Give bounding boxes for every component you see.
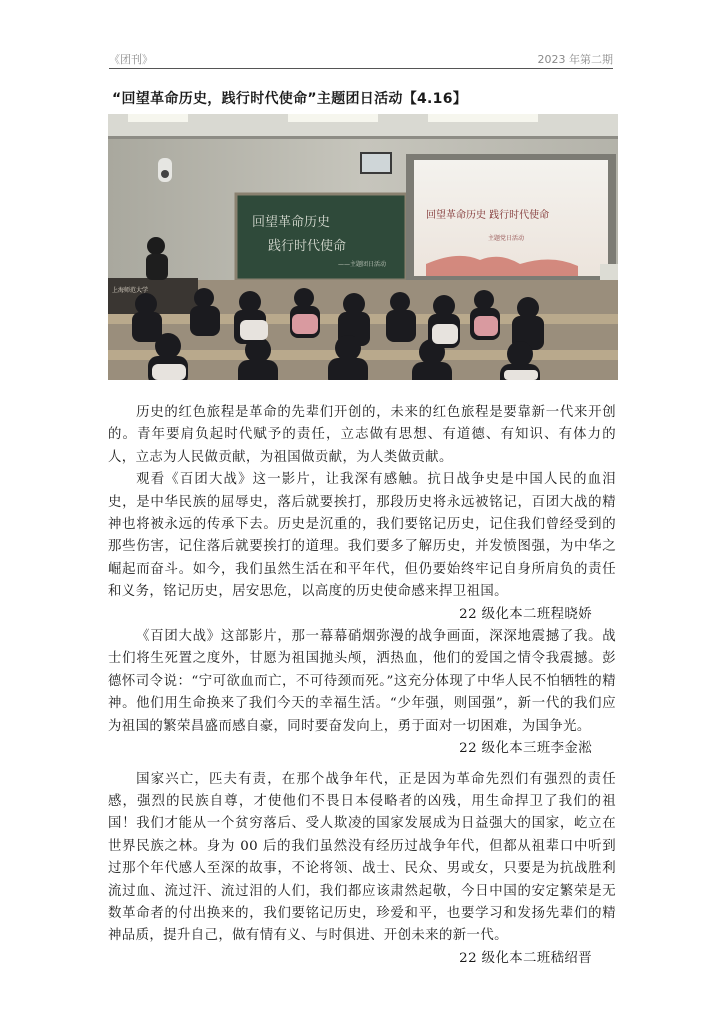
signature-1: 22 级化本二班程晓娇 — [459, 606, 592, 622]
page-header — [109, 48, 613, 69]
article-title: “回望革命历史，践行时代使命”主题团日活动【4.16】 — [112, 91, 468, 107]
journal-name: 《团刊》 — [109, 53, 153, 66]
paragraph-1: 历史的红色旅程是革命的先辈们开创的，未来的红色旅程是要靠新一代来开创的。青年要肩负起时代赋予的责任，立志做有思想、有道德、有知识、有体力的人，立志为人民做贡献，为祖国做贡献，为人类做贡献。 — [108, 405, 616, 465]
paragraph-3: 《百团大战》这部影片，那一幕幕硝烟弥漫的战争画面，深深地震撼了我。战士们将生死置之度外，甘愿为祖国抛头颅，洒热血，他们的爱国之情令我震撼。彭德怀司令说：“宁可欲血而亡，不可待颈而死。”这充分体现了中华人民不怕牺牲的精神。他们用生命换来了我们今天的幸福生活。“少年强，则国强”，新一代的我们应为祖国的繁荣昌盛而感自豪，同时要奋发向上，勇于面对一切困难，为国争光。 — [108, 629, 616, 734]
signature-2: 22 级化本三班李金淞 — [459, 741, 592, 757]
article-body — [108, 402, 616, 970]
event-photo — [108, 114, 618, 380]
board-line-2: 践行时代使命 — [268, 239, 347, 254]
signature-3: 22 级化本二班嵇绍晋 — [459, 950, 592, 966]
board-small: ——主题团日活动 — [338, 261, 387, 268]
issue-label: 2023 年第二期 — [537, 53, 613, 66]
board-line-1: 回望革命历史 — [252, 215, 331, 230]
screen-title: 回望革命历史 践行时代使命 — [426, 210, 550, 221]
paragraph-4: 国家兴亡，匹夫有责，在那个战争年代，正是因为革命先烈们有强烈的责任感，强烈的民族自尊，才使他们不畏日本侵略者的凶残，用生命捍卫了我们的祖国！我们才能从一个贫穷落后、受人欺凌的国家发展成为日益强大的国家，屹立在世界民族之林。身为 00 后的我们虽然没有经历过战争年代，但都从祖辈口中听到过那个年代感人至深的故事，不论将领、战士、民众、男或女，只要是为抗战胜利流过血、流过汗、流过泪的人们，我们都应该肃然起敬，今日中国的安定繁荣是无数革命者的付出换来的，我们要铭记历史，珍爱和平，也要学习和发扬先辈们的精神品质，提升自己，做有情有义、与时俱进、开创未来的新一代。 — [108, 771, 616, 944]
podium-text: 上海师范大学 — [112, 287, 149, 294]
paragraph-2: 观看《百团大战》这一影片，让我深有感触。抗日战争史是中国人民的血泪史，是中华民族的屈辱史，落后就要挨打，那段历史将永远被铭记，百团大战的精神也将被永远的传承下去。历史是沉重的，我们要铭记历史，记住我们曾经受到的那些伤害，记住落后就要挨打的道理。我们要多了解历史，并发愤图强，为中华之崛起而奋斗。如今，我们虽然生活在和平年代，但仍要始终牢记自身所肩负的责任和义务，铭记历史，居安思危，以高度的历史使命感来捍卫祖国。 — [108, 472, 616, 600]
screen-subtitle: 主题党日活动 — [488, 235, 525, 242]
